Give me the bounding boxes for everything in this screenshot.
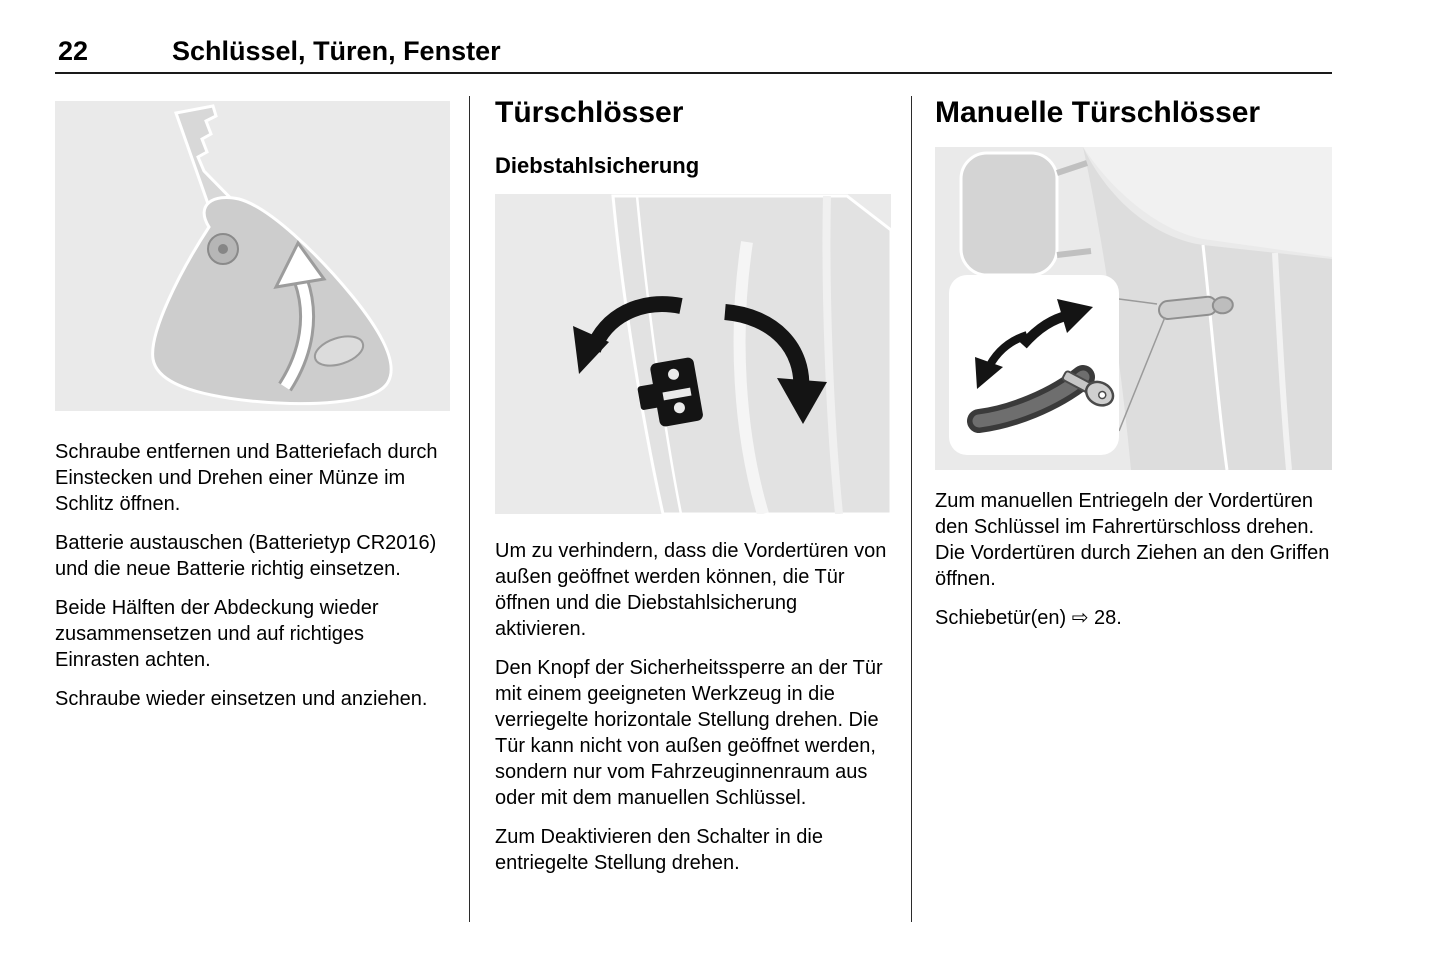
column-door-locks bbox=[495, 96, 891, 889]
paragraph: Beide Hälften der Abdeckung wieder zusammensetzen und auf richtiges Einrasten achten. bbox=[55, 597, 379, 671]
paragraph: Schraube entfernen und Batteriefach durch Einstecken und Drehen einer Münze im Schlitz öffnen. bbox=[55, 441, 438, 515]
page-content bbox=[55, 96, 1332, 926]
van-door-handle-key-inset-illustration bbox=[935, 147, 1332, 470]
paragraph: Schraube wieder einsetzen und anziehen. bbox=[55, 688, 428, 710]
key-battery-figure bbox=[55, 101, 450, 411]
column-divider bbox=[469, 96, 470, 922]
van-door-handle-figure bbox=[935, 147, 1332, 470]
subsection-heading-diebstahlsicherung: Diebstahlsicherung bbox=[495, 153, 700, 178]
door-lock-figure bbox=[495, 194, 891, 514]
section-heading-tuerschloesser: Türschlösser bbox=[495, 96, 684, 129]
paragraph: Den Knopf der Sicherheitssperre an der Tür mit einem geeigneten Werkzeug in die verriegelte horizontale Stellung drehen. Die Tür kann nicht von außen geöffnet werden, sondern nur vom Fahrzeuginnenraum aus oder mit dem manuellen Schlüssel. bbox=[495, 657, 883, 810]
chapter-title: Schlüssel, Türen, Fenster bbox=[172, 36, 501, 66]
header-divider bbox=[55, 72, 1332, 74]
door-lock-rotation-arrows-illustration bbox=[495, 194, 891, 514]
column-divider bbox=[911, 96, 912, 922]
paragraph: Zum manuellen Entriegeln der Vordertüren den Schlüssel im Fahrertürschloss drehen. Die Vordertüren durch Ziehen an den Griffen öffnen. bbox=[935, 490, 1330, 590]
page-reference-schiebetuer: Schiebetür(en) ⇨ 28. bbox=[935, 607, 1122, 629]
key-fob-battery-coin-illustration bbox=[55, 101, 450, 411]
paragraph: Um zu verhindern, dass die Vordertüren von außen geöffnet werden können, die Tür öffnen und die Diebstahlsicherung aktivieren. bbox=[495, 540, 887, 641]
paragraph: Zum Deaktivieren den Schalter in die entriegelte Stellung drehen. bbox=[495, 826, 823, 875]
column-key-battery bbox=[55, 96, 450, 725]
page-number: 22 bbox=[58, 36, 89, 66]
section-heading-manuelle-tuerschloesser: Manuelle Türschlösser bbox=[935, 96, 1261, 129]
column-manual-door-locks bbox=[935, 96, 1332, 644]
paragraph: Batterie austauschen (Batterietyp CR2016) und die neue Batterie richtig einsetzen. bbox=[55, 532, 437, 580]
